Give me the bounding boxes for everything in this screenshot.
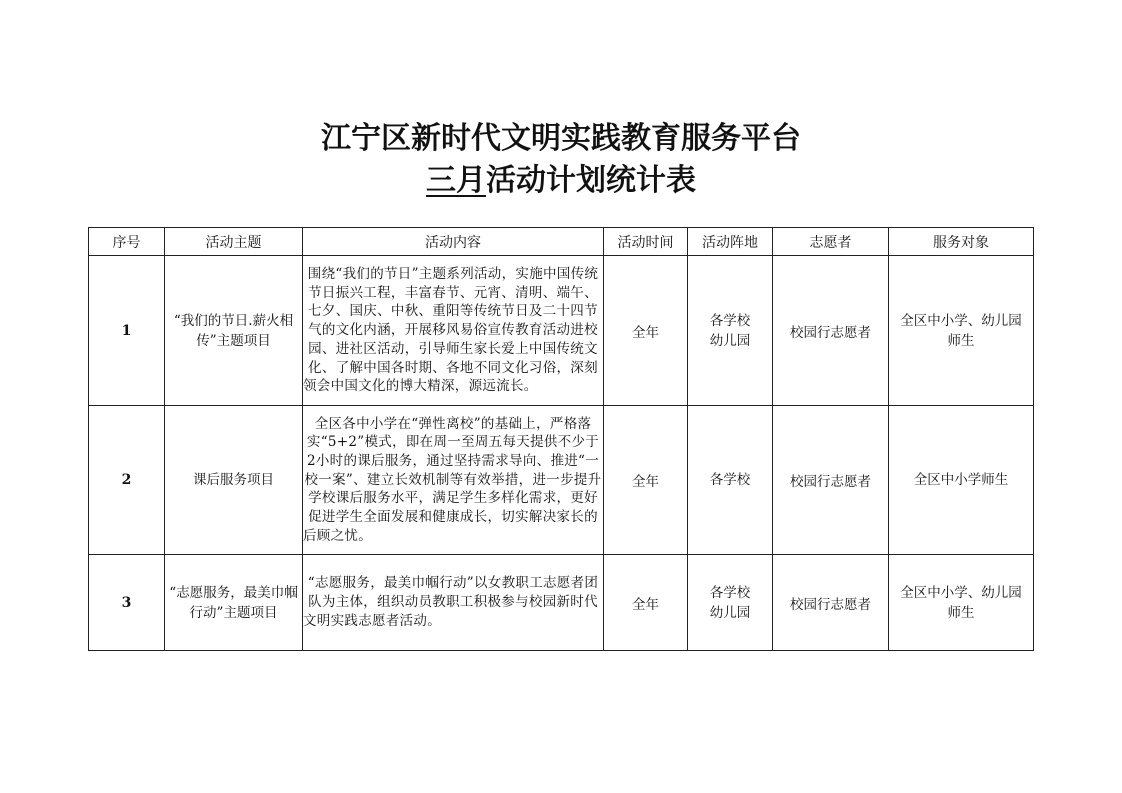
title-line-1: 江宁区新时代文明实践教育服务平台 bbox=[321, 121, 801, 156]
column-header-venue: 活动阵地 bbox=[688, 228, 773, 256]
row-theme: “我们的节日.薪火相传”主题项目 bbox=[165, 256, 303, 406]
row-theme: 课后服务项目 bbox=[165, 406, 303, 555]
row-content: 全区各中小学在“弹性离校”的基础上，严格落实“5+2”模式，即在周一至周五每天提供不少于2小时的课后服务，通过坚持需求导向、推进“一校一案”、建立长效机制等有效举措，进一步提升学校课后服务水平，满足学生多样化需求，更好促进学生全面发展和健康成长，切实解决家长的后顾之忧。 bbox=[303, 406, 604, 555]
row-volunteers: 校园行志愿者 bbox=[773, 555, 889, 651]
row-audience: 全区中小学、幼儿园师生 bbox=[889, 555, 1034, 651]
column-header-theme: 活动主题 bbox=[165, 228, 303, 256]
column-header-time: 活动时间 bbox=[604, 228, 688, 256]
row-venue: 各学校 bbox=[688, 406, 773, 555]
row-index: 2 bbox=[89, 406, 165, 555]
column-header-content: 活动内容 bbox=[303, 228, 604, 256]
row-audience: 全区中小学、幼儿园师生 bbox=[889, 256, 1034, 406]
document-title bbox=[0, 118, 1122, 202]
table-row bbox=[89, 406, 1034, 555]
column-header-audience: 服务对象 bbox=[889, 228, 1034, 256]
row-time: 全年 bbox=[604, 406, 688, 555]
row-index: 3 bbox=[89, 555, 165, 651]
row-content: “志愿服务，最美巾帼行动”以女教职工志愿者团队为主体，组织动员教职工积极参与校园新时代文明实践志愿者活动。 bbox=[303, 555, 604, 651]
row-venue: 各学校幼儿园 bbox=[688, 256, 773, 406]
column-header-volunteers: 志愿者 bbox=[773, 228, 889, 256]
title-rest: 活动计划统计表 bbox=[486, 163, 696, 198]
column-header-index: 序号 bbox=[89, 228, 165, 256]
title-month: 三月 bbox=[426, 163, 486, 198]
row-theme: “志愿服务，最美巾帼行动”主题项目 bbox=[165, 555, 303, 651]
row-volunteers: 校园行志愿者 bbox=[773, 406, 889, 555]
table-row bbox=[89, 555, 1034, 651]
row-venue: 各学校幼儿园 bbox=[688, 555, 773, 651]
row-audience: 全区中小学师生 bbox=[889, 406, 1034, 555]
row-time: 全年 bbox=[604, 256, 688, 406]
table-row bbox=[89, 256, 1034, 406]
table-header-row bbox=[89, 228, 1034, 256]
row-time: 全年 bbox=[604, 555, 688, 651]
title-line-2 bbox=[0, 160, 1122, 202]
row-volunteers: 校园行志愿者 bbox=[773, 256, 889, 406]
activity-plan-table bbox=[88, 227, 1034, 651]
row-index: 1 bbox=[89, 256, 165, 406]
row-content: 围绕“我们的节日”主题系列活动，实施中国传统节日振兴工程，丰富春节、元宵、清明、端午、七夕、国庆、中秋、重阳等传统节日及二十四节气的文化内涵，开展移风易俗宣传教育活动进校园、进社区活动，引导师生家长爱上中国传统文化、了解中国各时期、各地不同文化习俗，深刻领会中国文化的博大精深，源远流长。 bbox=[303, 256, 604, 406]
